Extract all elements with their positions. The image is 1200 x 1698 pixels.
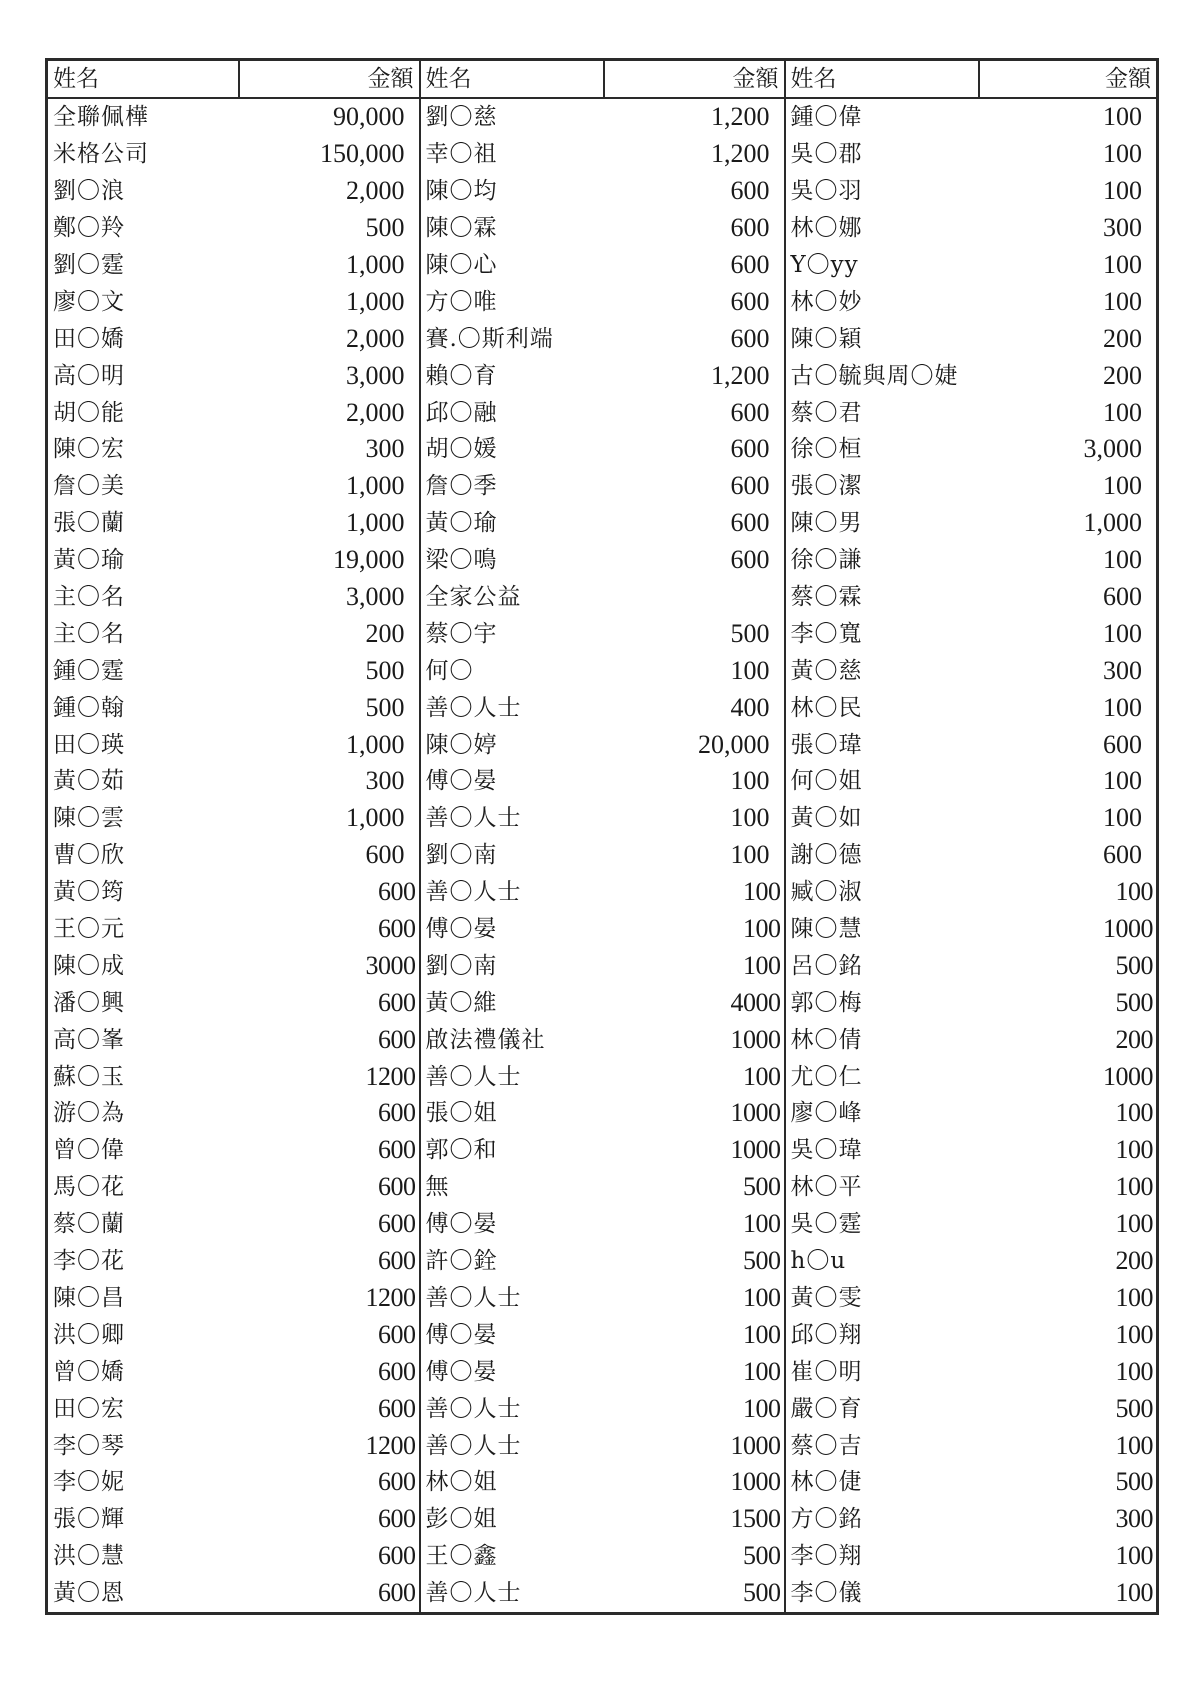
donation-amount-cell: 600 (239, 874, 420, 911)
donor-name-cell: 傅〇晏 (425, 1211, 498, 1238)
donation-amount-cell: 600 (604, 283, 785, 320)
table-row (47, 1169, 1158, 1206)
donation-amount-cell: 600 (239, 1132, 420, 1169)
donation-amount-cell: 500 (239, 210, 420, 247)
donation-amount-cell: 3000 (239, 947, 420, 984)
donor-name-cell: 鍾〇翰 (53, 694, 125, 721)
donation-amount-cell: 100 (1103, 692, 1142, 722)
donation-amount-cell: 100 (1103, 618, 1142, 648)
donation-amount-cell: 100 (604, 837, 785, 874)
table-row (47, 689, 1158, 726)
donation-amount-cell: 100 (604, 1058, 785, 1095)
donation-amount-cell: 500 (604, 1169, 785, 1206)
donor-name-cell: 曾〇偉 (53, 1137, 125, 1164)
donation-amount-cell: 1000 (1103, 1061, 1153, 1091)
donation-amount-cell: 100 (1103, 803, 1142, 833)
donor-name-cell: 郭〇和 (425, 1137, 498, 1164)
table-row (47, 1538, 1158, 1575)
donor-name-cell: 吳〇霆 (790, 1211, 863, 1238)
donation-amount-cell: 600 (604, 468, 785, 505)
donor-name-cell: 李〇儀 (790, 1580, 863, 1607)
donation-amount-cell: 100 (604, 1280, 785, 1317)
donation-amount-cell: 200 (239, 615, 420, 652)
donation-amount-cell: 100 (1115, 1135, 1153, 1165)
donation-amount-cell: 300 (1115, 1504, 1153, 1534)
donation-amount-cell: 1000 (604, 1427, 785, 1464)
donation-amount-cell: 400 (604, 689, 785, 726)
table-row (47, 911, 1158, 948)
table-row (47, 136, 1158, 173)
donation-amount-cell: 100 (604, 763, 785, 800)
donation-amount-cell: 600 (604, 505, 785, 542)
donor-name-cell: 陳〇心 (425, 252, 498, 278)
donor-name-cell: 蔡〇霖 (790, 584, 863, 611)
donor-name-cell: 劉〇南 (425, 842, 498, 869)
donation-amount-cell: 500 (604, 1575, 785, 1613)
donor-name-cell: 蔡〇吉 (790, 1432, 863, 1459)
donor-name-cell: 林〇娜 (790, 215, 863, 242)
donation-amount-cell: 100 (604, 1316, 785, 1353)
table-row (47, 1390, 1158, 1427)
donation-amount-cell: 1,000 (239, 247, 420, 284)
donor-name-cell: 黃〇茹 (53, 768, 125, 795)
donor-name-cell: 李〇琴 (53, 1432, 125, 1459)
donor-name-cell: 善〇人士 (425, 1284, 522, 1311)
donor-name-cell: 張〇瑋 (790, 731, 863, 758)
donation-amount-cell: 600 (604, 394, 785, 431)
donation-amount-cell: 100 (604, 911, 785, 948)
table-row (47, 874, 1158, 911)
donor-name-cell: 張〇姐 (425, 1100, 498, 1127)
header-name-3: 姓名 (785, 60, 979, 99)
donation-amount-cell: 100 (604, 800, 785, 837)
table-row (47, 394, 1158, 431)
donation-amount-cell: 300 (239, 431, 420, 468)
donor-name-cell: 高〇峯 (53, 1026, 125, 1053)
table-row (47, 1316, 1158, 1353)
donor-name-cell: 幸〇祖 (425, 141, 498, 168)
donor-name-cell: 王〇鑫 (425, 1543, 498, 1570)
donor-name-cell: 馬〇花 (53, 1174, 125, 1201)
donation-amount-cell: 600 (239, 1206, 420, 1243)
donor-name-cell: 李〇翔 (790, 1543, 863, 1570)
donation-amount-cell: 100 (1115, 877, 1153, 907)
donor-name-cell: 陳〇成 (53, 952, 125, 979)
table-row (47, 1575, 1158, 1613)
donation-amount-cell: 2,000 (239, 320, 420, 357)
donor-name-cell: 田〇嬌 (53, 325, 125, 352)
donor-name-cell: 全聯佩樺 (53, 104, 149, 131)
donation-amount-cell (604, 579, 785, 616)
donor-name-cell: 古〇毓與周〇婕 (790, 362, 959, 389)
donation-amount-cell: 600 (604, 542, 785, 579)
table-row (47, 837, 1158, 874)
donor-name-cell: 蔡〇蘭 (53, 1211, 125, 1238)
donation-amount-cell: 600 (239, 1501, 420, 1538)
donation-amount-cell: 1000 (604, 1464, 785, 1501)
donor-name-cell: 張〇潔 (790, 473, 863, 500)
donor-name-cell: 張〇輝 (53, 1506, 125, 1533)
donor-name-cell: 林〇平 (790, 1174, 863, 1201)
donor-name-cell: 主〇名 (53, 584, 125, 611)
donation-amount-cell: 100 (1103, 102, 1142, 132)
donor-name-cell: 林〇民 (790, 694, 863, 721)
donation-amount-cell: 500 (604, 615, 785, 652)
donor-name-cell: 鍾〇偉 (790, 104, 863, 131)
donation-amount-cell: 1200 (239, 1427, 420, 1464)
donation-amount-cell: 600 (239, 1316, 420, 1353)
donor-name-cell: 黃〇瑜 (425, 510, 498, 537)
table-row (47, 1501, 1158, 1538)
donation-amount-cell: 1000 (604, 1095, 785, 1132)
table-row (47, 947, 1158, 984)
table-row (47, 1280, 1158, 1317)
donor-name-cell: 李〇妮 (53, 1469, 125, 1496)
donor-name-cell: 呂〇銘 (790, 952, 863, 979)
donation-amount-cell: 100 (604, 874, 785, 911)
donor-name-cell: 善〇人士 (425, 1432, 522, 1459)
donation-amount-cell: 3,000 (239, 357, 420, 394)
donor-name-cell: 黃〇如 (790, 805, 863, 832)
donation-amount-cell: 100 (1115, 1282, 1153, 1312)
donation-table (45, 58, 1159, 1615)
donation-amount-cell: 500 (1115, 1467, 1153, 1497)
donation-amount-cell: 600 (239, 984, 420, 1021)
donor-name-cell: 陳〇婷 (425, 731, 498, 758)
table-row (47, 579, 1158, 616)
donor-name-cell: 潘〇興 (53, 989, 125, 1016)
table-row (47, 357, 1158, 394)
donor-name-cell: 鍾〇霆 (53, 657, 125, 684)
donor-name-cell: 陳〇均 (425, 178, 498, 205)
donation-amount-cell: 600 (604, 320, 785, 357)
donor-name-cell: 善〇人士 (425, 1580, 522, 1607)
donor-name-cell: 許〇銓 (425, 1248, 498, 1275)
donor-name-cell: 善〇人士 (425, 1063, 522, 1090)
donor-name-cell: 詹〇美 (53, 473, 125, 500)
donation-amount-cell: 1000 (604, 1132, 785, 1169)
donation-amount-cell: 90,000 (239, 98, 420, 136)
donation-amount-cell: 100 (1103, 139, 1142, 169)
donation-amount-cell: 500 (239, 652, 420, 689)
donor-name-cell: 謝〇德 (790, 842, 863, 869)
donation-amount-cell: 600 (239, 911, 420, 948)
table-row (47, 431, 1158, 468)
donor-name-cell: 傅〇晏 (425, 1321, 498, 1348)
donation-amount-cell: 100 (1115, 1098, 1153, 1128)
donation-amount-cell: 600 (604, 210, 785, 247)
donor-name-cell: 陳〇雲 (53, 805, 125, 832)
donor-name-cell: 善〇人士 (425, 805, 522, 832)
donor-name-cell: 洪〇卿 (53, 1321, 125, 1348)
table-row (47, 542, 1158, 579)
donor-name-cell: 張〇蘭 (53, 510, 125, 537)
donation-amount-cell: 200 (1115, 1024, 1153, 1054)
donation-amount-cell: 600 (1103, 840, 1142, 870)
donor-name-cell: 陳〇男 (790, 510, 863, 537)
table-row (47, 247, 1158, 284)
table-row (47, 615, 1158, 652)
donor-name-cell: 全家公益 (425, 584, 522, 611)
donor-name-cell: 啟法禮儀社 (425, 1026, 546, 1053)
donation-amount-cell: 100 (1103, 471, 1142, 501)
header-amount-3: 金額 (979, 60, 1158, 99)
donation-amount-cell: 100 (1103, 545, 1142, 575)
donor-name-cell: 主〇名 (53, 620, 125, 647)
header-amount-1: 金額 (239, 60, 420, 99)
donor-name-cell: 陳〇昌 (53, 1284, 125, 1311)
donor-name-cell: 邱〇融 (425, 399, 498, 426)
donation-amount-cell: 1,000 (239, 283, 420, 320)
donation-amount-cell: 600 (239, 837, 420, 874)
table-row (47, 984, 1158, 1021)
donor-name-cell: 米格公司 (53, 141, 149, 168)
table-row (47, 1058, 1158, 1095)
table-row (47, 1464, 1158, 1501)
donation-amount-cell: 200 (1103, 360, 1142, 390)
donation-amount-cell: 100 (1115, 1319, 1153, 1349)
donation-amount-cell: 500 (604, 1538, 785, 1575)
donation-amount-cell: 100 (1103, 286, 1142, 316)
donation-amount-cell: 1,000 (239, 800, 420, 837)
donor-name-cell: 郭〇梅 (790, 989, 863, 1016)
donation-amount-cell: 1,200 (604, 357, 785, 394)
donor-name-cell: 廖〇文 (53, 288, 125, 315)
donor-name-cell: 無 (425, 1174, 450, 1201)
donor-name-cell: 詹〇季 (425, 473, 498, 500)
donation-amount-cell: 1,000 (239, 505, 420, 542)
donor-name-cell: 崔〇明 (790, 1358, 863, 1385)
table-row (47, 763, 1158, 800)
donation-amount-cell: 2,000 (239, 394, 420, 431)
donation-amount-cell: 200 (1115, 1246, 1153, 1276)
donor-name-cell: 善〇人士 (425, 879, 522, 906)
donor-name-cell: 傅〇晏 (425, 1358, 498, 1385)
donation-amount-cell: 300 (239, 763, 420, 800)
donation-amount-cell: 2,000 (239, 173, 420, 210)
table-row (47, 210, 1158, 247)
donor-name-cell: 黃〇慈 (790, 657, 863, 684)
donation-amount-cell: 3,000 (239, 579, 420, 616)
donor-name-cell: 劉〇浪 (53, 178, 125, 205)
donor-name-cell: 陳〇慧 (790, 916, 863, 943)
donation-amount-cell: 600 (239, 1021, 420, 1058)
donation-amount-cell: 600 (239, 1575, 420, 1613)
donation-amount-cell: 19,000 (239, 542, 420, 579)
donor-name-cell: 吳〇瑋 (790, 1137, 863, 1164)
donor-name-cell: 胡〇能 (53, 399, 125, 426)
donation-amount-cell: 100 (1115, 1578, 1153, 1608)
donor-name-cell: 徐〇桓 (790, 436, 863, 463)
donor-name-cell: h〇u (790, 1248, 847, 1275)
donor-name-cell: 賽.〇斯利端 (425, 325, 554, 352)
table-row (47, 1021, 1158, 1058)
donation-amount-cell: 1,000 (239, 468, 420, 505)
table-row (47, 1095, 1158, 1132)
header-amount-2: 金額 (604, 60, 785, 99)
donation-amount-cell: 150,000 (239, 136, 420, 173)
donation-amount-cell: 100 (1115, 1541, 1153, 1571)
table-row (47, 505, 1158, 542)
donation-amount-cell: 100 (604, 1390, 785, 1427)
donation-amount-cell: 500 (239, 689, 420, 726)
donation-amount-cell: 100 (1115, 1430, 1153, 1460)
donation-amount-cell: 600 (239, 1538, 420, 1575)
donation-amount-cell: 1200 (239, 1058, 420, 1095)
donor-name-cell: 何〇 (425, 657, 474, 684)
donation-amount-cell: 500 (604, 1243, 785, 1280)
table-row (47, 1132, 1158, 1169)
donor-name-cell: 林〇倢 (790, 1469, 863, 1496)
donor-name-cell: 臧〇淑 (790, 879, 863, 906)
donor-name-cell: 蘇〇玉 (53, 1063, 125, 1090)
donor-name-cell: 傅〇晏 (425, 916, 498, 943)
table-body (47, 98, 1158, 1613)
donation-amount-cell: 100 (1103, 250, 1142, 279)
donor-name-cell: Y〇yy (790, 252, 859, 278)
donation-amount-cell: 1,200 (604, 98, 785, 136)
donation-amount-cell: 1000 (604, 1021, 785, 1058)
donation-amount-cell: 600 (604, 247, 785, 284)
table-row (47, 652, 1158, 689)
donation-amount-cell: 600 (239, 1169, 420, 1206)
donor-name-cell: 善〇人士 (425, 694, 522, 721)
donor-name-cell: 洪〇慧 (53, 1543, 125, 1570)
donation-amount-cell: 300 (1103, 655, 1142, 685)
donor-name-cell: 廖〇峰 (790, 1100, 863, 1127)
donor-name-cell: 陳〇穎 (790, 325, 863, 352)
donor-name-cell: 林〇妙 (790, 288, 863, 315)
donation-amount-cell: 600 (1103, 582, 1142, 612)
donor-name-cell: 陳〇宏 (53, 436, 125, 463)
donor-name-cell: 田〇宏 (53, 1395, 125, 1422)
donor-name-cell: 彭〇姐 (425, 1506, 498, 1533)
table-row (47, 320, 1158, 357)
donor-name-cell: 方〇唯 (425, 288, 498, 315)
donation-amount-cell: 4000 (604, 984, 785, 1021)
table-row (47, 468, 1158, 505)
table-row (47, 283, 1158, 320)
donor-name-cell: 蔡〇宇 (425, 620, 498, 647)
donor-name-cell: 傅〇晏 (425, 768, 498, 795)
table-row (47, 800, 1158, 837)
donor-name-cell: 吳〇羽 (790, 178, 863, 205)
donor-name-cell: 徐〇謙 (790, 547, 863, 574)
donor-name-cell: 吳〇郡 (790, 141, 863, 168)
donation-amount-cell: 600 (239, 1390, 420, 1427)
donation-amount-cell: 100 (1103, 766, 1142, 796)
donation-amount-cell: 1200 (239, 1280, 420, 1317)
table-row (47, 173, 1158, 210)
donation-amount-cell: 600 (1103, 729, 1142, 759)
table-row (47, 1206, 1158, 1243)
donor-name-cell: 黃〇恩 (53, 1580, 125, 1607)
donation-amount-cell: 600 (239, 1353, 420, 1390)
donation-amount-cell: 1,000 (1083, 508, 1142, 538)
donor-name-cell: 李〇花 (53, 1248, 125, 1275)
donation-amount-cell: 600 (239, 1243, 420, 1280)
donation-amount-cell: 100 (604, 1206, 785, 1243)
donor-name-cell: 黃〇雯 (790, 1284, 863, 1311)
donor-name-cell: 賴〇育 (425, 362, 498, 389)
donation-amount-cell: 100 (604, 947, 785, 984)
table-row (47, 98, 1158, 136)
donor-name-cell: 曹〇欣 (53, 842, 125, 869)
donor-name-cell: 胡〇媛 (425, 436, 498, 463)
donation-amount-cell: 600 (239, 1095, 420, 1132)
donation-amount-cell: 500 (1115, 987, 1153, 1017)
donor-name-cell: 劉〇慈 (425, 104, 498, 131)
donor-name-cell: 梁〇鳴 (425, 547, 498, 574)
donor-name-cell: 高〇明 (53, 362, 125, 389)
table-row (47, 1427, 1158, 1464)
donation-amount-cell: 600 (604, 173, 785, 210)
donor-name-cell: 何〇姐 (790, 768, 863, 795)
donor-name-cell: 方〇銘 (790, 1506, 863, 1533)
table-row (47, 1243, 1158, 1280)
donor-name-cell: 邱〇翔 (790, 1321, 863, 1348)
donor-name-cell: 黃〇瑜 (53, 547, 125, 574)
donation-amount-cell: 600 (604, 431, 785, 468)
donation-amount-cell: 100 (1115, 1172, 1153, 1202)
header-name-1: 姓名 (47, 60, 239, 99)
donation-amount-cell: 1500 (604, 1501, 785, 1538)
donor-name-cell: 李〇寬 (790, 620, 863, 647)
donor-name-cell: 林〇倩 (790, 1026, 863, 1053)
donor-name-cell: 黃〇維 (425, 989, 498, 1016)
donor-name-cell: 田〇瑛 (53, 731, 125, 758)
donation-amount-cell: 100 (1115, 1356, 1153, 1386)
donation-amount-cell: 100 (1103, 176, 1142, 206)
donor-name-cell: 王〇元 (53, 916, 125, 943)
donor-name-cell: 劉〇南 (425, 952, 498, 979)
table-row (47, 726, 1158, 763)
header-name-2: 姓名 (420, 60, 604, 99)
donation-amount-cell: 1000 (1103, 914, 1153, 944)
donation-amount-cell: 100 (604, 652, 785, 689)
donation-amount-cell: 200 (1103, 323, 1142, 353)
donation-amount-cell: 1,000 (239, 726, 420, 763)
donation-amount-cell: 100 (604, 1353, 785, 1390)
donor-name-cell: 尤〇仁 (790, 1063, 863, 1090)
header-row (47, 60, 1158, 99)
donor-name-cell: 林〇姐 (425, 1469, 498, 1496)
donation-amount-cell: 300 (1103, 213, 1142, 243)
donor-name-cell: 蔡〇君 (790, 399, 863, 426)
donation-amount-cell: 100 (1103, 397, 1142, 427)
donation-amount-cell: 500 (1115, 950, 1153, 980)
table-row (47, 1353, 1158, 1390)
donor-name-cell: 陳〇霖 (425, 215, 498, 242)
donor-name-cell: 鄭〇羚 (53, 215, 125, 242)
donor-name-cell: 黃〇筠 (53, 879, 125, 906)
donation-amount-cell: 100 (1115, 1209, 1153, 1239)
donation-amount-cell: 600 (239, 1464, 420, 1501)
donor-name-cell: 劉〇霆 (53, 252, 125, 278)
donation-amount-cell: 500 (1115, 1393, 1153, 1423)
donor-name-cell: 善〇人士 (425, 1395, 522, 1422)
donor-name-cell: 嚴〇育 (790, 1395, 863, 1422)
donation-amount-cell: 20,000 (604, 726, 785, 763)
donation-amount-cell: 3,000 (1083, 434, 1142, 464)
donor-name-cell: 曾〇嬌 (53, 1358, 125, 1385)
donor-name-cell: 游〇為 (53, 1100, 125, 1127)
donation-amount-cell: 1,200 (604, 136, 785, 173)
